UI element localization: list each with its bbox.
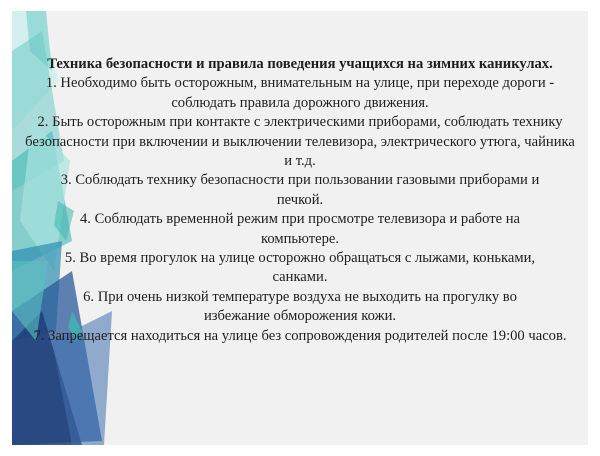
document-body bbox=[12, 55, 588, 346]
rule-item-3: 3. Соблюдать технику безопасности при пользовании газовыми приборами и печкой. bbox=[60, 172, 540, 208]
rule-item-1: 1. Необходимо быть осторожным, внимательным на улице, при переходе дороги - соблюдать правила дорожного движения. bbox=[45, 75, 555, 111]
rule-item-2: 2. Быть осторожным при контакте с электрическими приборами, соблюдать технику безопасности при включении и выключении телевизора, электрического утюга, чайника и т.д. bbox=[25, 114, 575, 170]
rule-item-7: 7. Запрещается находиться на улице без сопровождения родителей после 19:00 часов. bbox=[33, 327, 567, 344]
rule-item-6: 6. При очень низкой температуре воздуха не выходить на прогулку во избежание обморожения кожи. bbox=[83, 288, 517, 325]
rule-item-5: 5. Во время прогулок на улице осторожно обращаться с лыжами, коньками, санками. bbox=[64, 250, 536, 286]
rule-item-4: 4. Соблюдать временной режим при просмотре телевизора и работе на компьютере. bbox=[79, 211, 521, 247]
slide bbox=[12, 11, 588, 445]
document-title: Техника безопасности и правила поведения учащихся на зимних каникулах. bbox=[47, 56, 553, 72]
